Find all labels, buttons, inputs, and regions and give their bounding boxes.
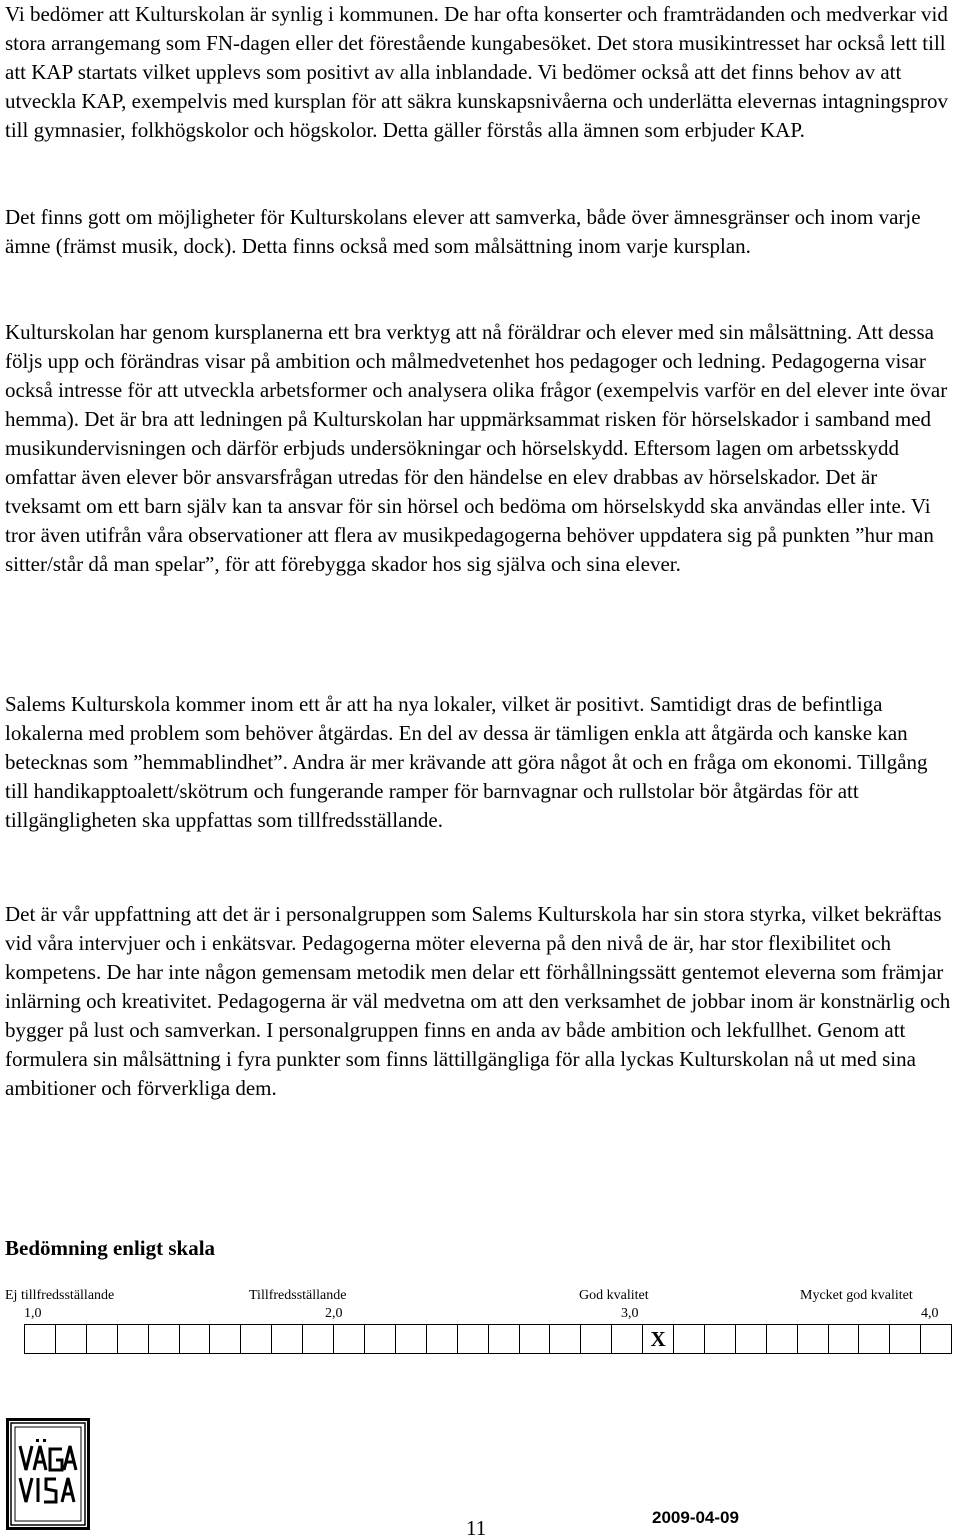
scale-cell [612,1325,643,1353]
rating-mark: X [650,1326,666,1351]
paragraph-collaboration: Det finns gott om möjligheter för Kulturskolans elever att samverka, både över ämnesgränser och inom varje ämne (främst musik, dock). Detta finns också med som målsättning inom varje kursplan. [5,205,921,258]
scale-cell [56,1325,87,1353]
scale-cell [921,1325,952,1353]
scale-cell [458,1325,489,1353]
scale-cell [550,1325,581,1353]
scale-number-1: 1,0 [24,1306,42,1321]
rating-heading: Bedömning enligt skala [5,1236,216,1260]
scale-grid [24,1324,952,1354]
scale-cell [798,1325,829,1353]
scale-cell [87,1325,118,1353]
vaga-visa-logo [6,1418,90,1530]
scale-cell [489,1325,520,1353]
scale-number-2: 2,0 [325,1306,343,1321]
paragraph-visibility: Vi bedömer att Kulturskolan är synlig i kommunen. De har ofta konserter och framträdanden och medverkar vid stora arrangemang som FN-dagen eller det förestående kungabesöket. Det stora musikintresset har också lett till att KAP startats vilket upplevs som positivt av alla inblandade. Vi bedömer också att det finns behov av att utveckla KAP, exempelvis med kursplan för att säkra kunskapsnivåerna och underlätta elevernas intagningsprov till gymnasier, folkhögskolor och högskolor. Detta gäller förstås alla ämnen som erbjuder KAP. [5,2,948,142]
scale-label-satisfactory: Tillfredsställande [249,1288,347,1303]
scale-cell [736,1325,767,1353]
scale-cell [767,1325,798,1353]
scale-label-very-good: Mycket god kvalitet [800,1288,913,1303]
scale-cell [210,1325,241,1353]
scale-cell [272,1325,303,1353]
scale-cell [581,1325,612,1353]
scale-cell [25,1325,56,1353]
scale-cell [427,1325,458,1353]
paragraph-premises: Salems Kulturskola kommer inom ett år att ha nya lokaler, vilket är positivt. Samtidigt dras de befintliga lokalerna med problem som behöver åtgärdas. En del av dessa är tämligen enkla att åtgärda och kanske kan betecknas som ”hemmablindhet”. Andra är mer krävande att göra något åt och en fråga om ekonomi. Tillgång till handikapptoalett/skötrum och fungerande ramper för barnvagnar och rullstolar bör åtgärdas för att tillgängligheten ska uppfattas som tillfredsställande. [5,692,928,832]
scale-cell [118,1325,149,1353]
scale-label-good: God kvalitet [579,1288,649,1303]
scale-cell [241,1325,272,1353]
scale-cell [180,1325,211,1353]
scale-number-3: 3,0 [621,1306,639,1321]
scale-cell [365,1325,396,1353]
scale-number-4: 4,0 [921,1306,939,1321]
page-number: 11 [466,1516,487,1540]
scale-cell [396,1325,427,1353]
paragraph-staff: Det är vår uppfattning att det är i personalgruppen som Salems Kulturskola har sin stora styrka, vilket bekräftas vid våra intervjuer och i enkätsvar. Pedagogerna möter eleverna på den nivå de är, har stor flexibilitet och kompetens. De har inte någon gemensam metodik men delar ett förhållningssätt gentemot eleverna som främjar inlärning och kreativitet. Pedagogerna är väl medvetna om att den verksamhet de jobbar inom är konstnärlig och bygger på lust och samverkan. I personalgruppen finns en anda av både ambition och lekfullhet. Genom att formulera sin målsättning i fyra punkter som finns lättillgängliga för alla lyckas Kulturskolan nå ut med sina ambitioner och förverkliga dem. [5,902,951,1100]
scale-cell [890,1325,921,1353]
footer-date: 2009-04-09 [652,1508,739,1527]
scale-cell [859,1325,890,1353]
scale-cell [520,1325,551,1353]
scale-cell [829,1325,860,1353]
scale-cell [705,1325,736,1353]
scale-cell [674,1325,705,1353]
scale-cell [643,1325,674,1353]
paragraph-course-plans: Kulturskolan har genom kursplanerna ett bra verktyg att nå föräldrar och elever med sin målsättning. Att dessa följs upp och förändras visar på ambition och målmedvetenhet hos pedagoger och ledning. Pedagogerna visar också intresse för att utveckla arbetsformer och analysera olika frågor (exempelvis varför en del elever inte övar hemma). Det är bra att ledningen på Kulturskolan har uppmärksammat risken för hörselskador i samband med musikundervisningen och därför erbjuds undersökningar och hörselskydd. Eftersom lagen om arbetsskydd omfattar även elever bör ansvarsfrågan utredas för den händelse en elev drabbas av hörselskador. Det är tveksamt om ett barn själv kan ta ansvar för sin hörsel och bedöma om hörselskydd ska användas eller inte. Vi tror även utifrån våra observationer att flera av musikpedagogerna behöver uppdatera sig på punkten ”hur man sitter/står då man spelar”, för att förebygga skador hos sig själva och sina elever. [5,320,948,576]
scale-cell [303,1325,334,1353]
scale-cell [149,1325,180,1353]
scale-cell [334,1325,365,1353]
scale-label-unsatisfactory: Ej tillfredsställande [5,1288,115,1303]
